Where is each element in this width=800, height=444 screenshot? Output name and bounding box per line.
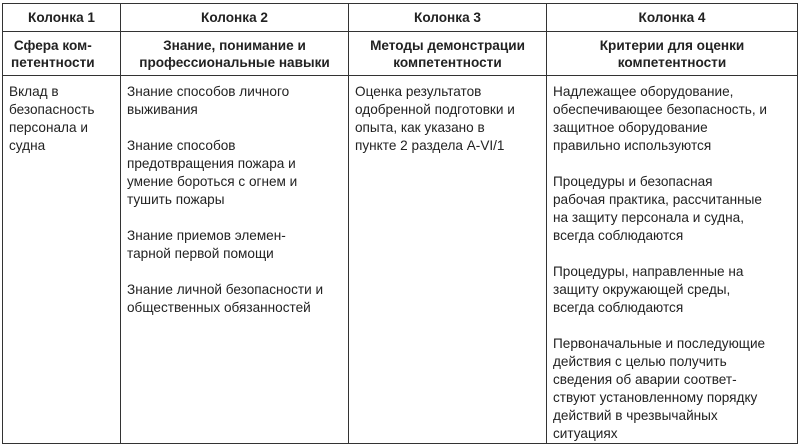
- knowledge-item: Знание способов личного выживания: [127, 84, 290, 117]
- column-header-3: Колонка 3: [349, 4, 547, 32]
- knowledge-item: Знание приемов элемен- тарной первой помощи: [127, 228, 286, 261]
- criteria-item: Процедуры, направленные на защиту окружающей среды, всегда соблюдаются: [553, 264, 744, 315]
- subheader-methods: [349, 32, 547, 76]
- column-header-row: [3, 4, 798, 32]
- column-header-1: Колонка 1: [3, 4, 121, 32]
- competence-table: [2, 3, 798, 444]
- subheader-knowledge: [121, 32, 349, 76]
- subheader-methods-text: Методы демонстрации компетентности: [370, 37, 525, 70]
- cell-competence-area: [3, 76, 121, 444]
- knowledge-item: Знание личной безопасности и общественных обязанностей: [127, 282, 324, 315]
- competence-area-text: Вклад в безопасность персонала и судна: [9, 84, 95, 153]
- column-header-2: Колонка 2: [121, 4, 349, 32]
- subheader-criteria: [547, 32, 798, 76]
- criteria-item: Процедуры и безопасная рабочая практика, рассчитанные на защиту персонала и судна, всегда соблюдаются: [553, 174, 762, 243]
- cell-knowledge: [121, 76, 349, 444]
- table-row: [3, 76, 798, 444]
- methods-text: Оценка результатов одобренной подготовки и опыта, как указано в пункте 2 раздела A-VI/1: [355, 84, 515, 153]
- cell-criteria: [547, 76, 798, 444]
- cell-methods: [349, 76, 547, 444]
- knowledge-item: Знание способов предотвращения пожара и умение бороться с огнем и тушить пожары: [127, 138, 298, 207]
- subheader-criteria-text: Критерии для оценки компетентности: [599, 37, 745, 70]
- criteria-item: Первоначальные и последующие действия с целью получить сведения об аварии соответ- ствуют установленному порядку действий в чрезвычайных ситуациях: [553, 336, 766, 441]
- subheader-row: [3, 32, 798, 76]
- column-header-4: Колонка 4: [547, 4, 798, 32]
- criteria-item: Надлежащее оборудование, обеспечивающее безопасность, и защитное оборудование правильно используются: [553, 84, 768, 153]
- subheader-competence-area: [3, 32, 121, 76]
- subheader-knowledge-text: Знание, понимание и профессиональные навыки: [139, 37, 330, 70]
- subheader-competence-area-text: Сфера ком- петентности: [11, 37, 95, 70]
